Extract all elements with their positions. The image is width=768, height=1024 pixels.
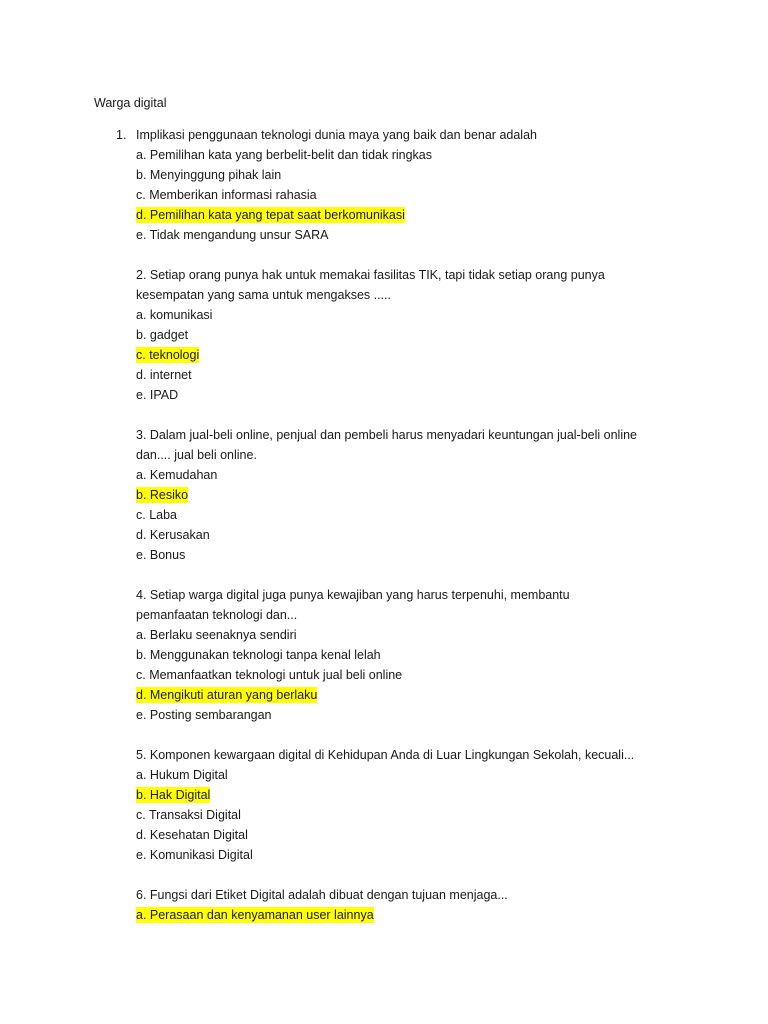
answer-option — [136, 705, 696, 725]
answer-option — [136, 845, 696, 865]
answer-option-highlighted — [136, 685, 696, 705]
option-text: c. Memberikan informasi rahasia — [136, 188, 317, 202]
answer-option — [136, 465, 696, 485]
option-text: e. Bonus — [136, 548, 186, 562]
option-text: a. komunikasi — [136, 308, 213, 322]
option-text: d. Mengikuti aturan yang berlaku — [136, 688, 318, 702]
option-text: e. Posting sembarangan — [136, 708, 272, 722]
option-text: b. Menyinggung pihak lain — [136, 168, 282, 182]
option-text: a. Kemudahan — [136, 468, 218, 482]
question-3 — [136, 425, 696, 565]
question-text: dan.... jual beli online. — [136, 448, 257, 462]
answer-option — [136, 225, 696, 245]
question-2 — [136, 265, 696, 405]
question-1-number: 1. — [116, 128, 127, 142]
option-text: d. Kesehatan Digital — [136, 828, 248, 842]
document-title: Warga digital — [94, 96, 167, 110]
option-text: e. Komunikasi Digital — [136, 848, 253, 862]
answer-option-highlighted — [136, 485, 696, 505]
option-text: a. Pemilihan kata yang berbelit-belit dan tidak ringkas — [136, 148, 433, 162]
option-text: c. teknologi — [136, 348, 200, 362]
question-text: pemanfaatan teknologi dan... — [136, 608, 298, 622]
answer-option — [136, 385, 696, 405]
answer-option — [136, 765, 696, 785]
question-6 — [136, 885, 696, 925]
answer-option — [136, 825, 696, 845]
option-text: d. Kerusakan — [136, 528, 210, 542]
question-text: 4. Setiap warga digital juga punya kewajiban yang harus terpenuhi, membantu — [136, 588, 570, 602]
answer-option-highlighted — [136, 345, 696, 365]
answer-option-highlighted — [136, 785, 696, 805]
answer-option — [136, 525, 696, 545]
option-text: c. Laba — [136, 508, 178, 522]
option-text: c. Transaksi Digital — [136, 808, 241, 822]
answer-option — [136, 625, 696, 645]
option-text: b. Menggunakan teknologi tanpa kenal lelah — [136, 648, 381, 662]
option-text: a. Perasaan dan kenyamanan user lainnya — [136, 908, 374, 922]
answer-option — [136, 305, 696, 325]
question-text: kesempatan yang sama untuk mengakses ..... — [136, 288, 391, 302]
option-text: b. gadget — [136, 328, 189, 342]
answer-option — [136, 325, 696, 345]
answer-option — [136, 665, 696, 685]
option-text: b. Resiko — [136, 488, 189, 502]
answer-option-highlighted — [136, 905, 696, 925]
answer-option — [136, 165, 696, 185]
option-text: e. IPAD — [136, 388, 179, 402]
question-text: 2. Setiap orang punya hak untuk memakai fasilitas TIK, tapi tidak setiap orang punya — [136, 268, 605, 282]
answer-option — [136, 145, 696, 165]
question-5 — [136, 745, 696, 865]
answer-option — [136, 645, 696, 665]
question-text: 3. Dalam jual-beli online, penjual dan pembeli harus menyadari keuntungan jual-beli online — [136, 428, 638, 442]
answer-option-highlighted — [136, 205, 696, 225]
answer-option — [136, 365, 696, 385]
option-text: c. Memanfaatkan teknologi untuk jual beli online — [136, 668, 403, 682]
answer-option — [136, 505, 696, 525]
answer-option — [136, 185, 696, 205]
question-4 — [136, 585, 696, 725]
option-text: a. Hukum Digital — [136, 768, 228, 782]
option-text: a. Berlaku seenaknya sendiri — [136, 628, 297, 642]
option-text: b. Hak Digital — [136, 788, 211, 802]
answer-option — [136, 545, 696, 565]
option-text: d. Pemilihan kata yang tepat saat berkomunikasi — [136, 208, 405, 222]
question-text: Implikasi penggunaan teknologi dunia maya yang baik dan benar adalah — [136, 128, 537, 142]
option-text: d. internet — [136, 368, 192, 382]
question-text: 6. Fungsi dari Etiket Digital adalah dibuat dengan tujuan menjaga... — [136, 888, 508, 902]
question-1 — [136, 125, 696, 245]
answer-option — [136, 805, 696, 825]
question-text: 5. Komponen kewargaan digital di Kehidupan Anda di Luar Lingkungan Sekolah, kecuali... — [136, 748, 635, 762]
option-text: e. Tidak mengandung unsur SARA — [136, 228, 329, 242]
